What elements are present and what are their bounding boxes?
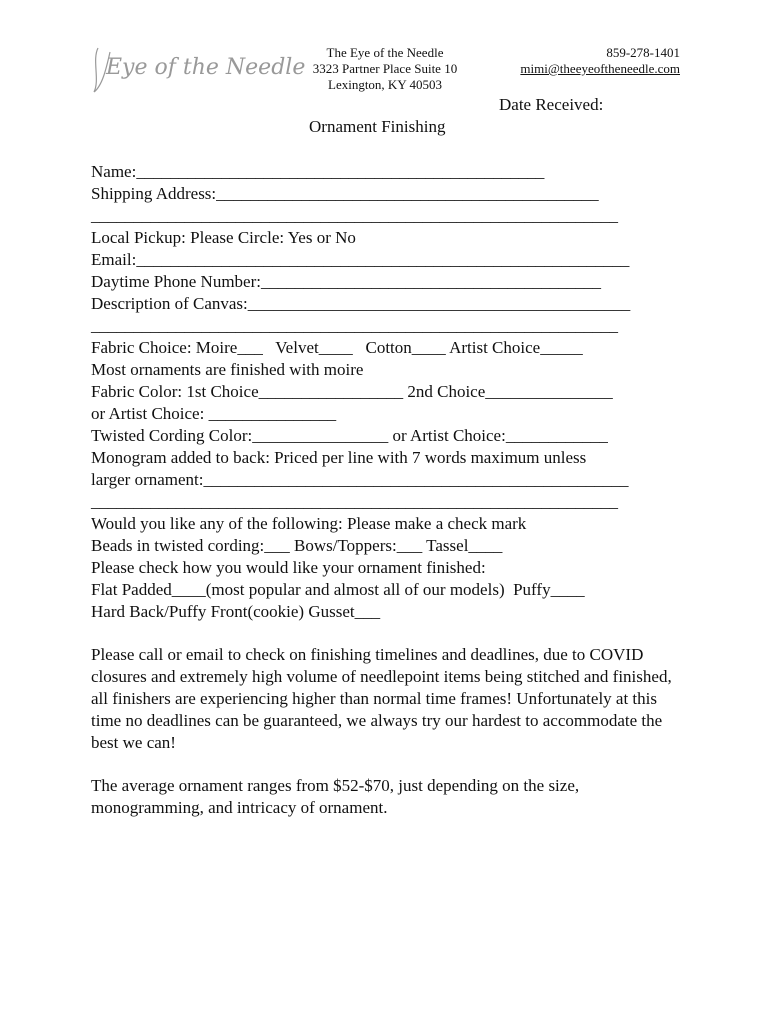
shipping-address-field[interactable]: Shipping Address:_____________________________________________ (91, 184, 599, 203)
email-field[interactable]: Email:__________________________________________________________ (91, 250, 630, 269)
monogram-field-line-2[interactable]: ______________________________________________________________ (91, 492, 618, 511)
timeline-notice: Please call or email to check on finishing timelines and deadlines, due to COVID closures and extremely high volume of needlepoint items being stitched and finished, all finishers are experiencing higher than normal time frames! Unfortunately at this time no deadlines can be guaranteed, we always try our hardest to accommodate the best we can! (91, 645, 672, 752)
form-title: Ornament Finishing (309, 117, 446, 136)
fabric-choice-field[interactable]: Fabric Choice: Moire___ Velvet____ Cotton____ Artist Choice_____ (91, 338, 583, 357)
shipping-address-line-2[interactable]: ______________________________________________________________ (91, 206, 618, 225)
shop-contact (490, 45, 680, 77)
shop-name: The Eye of the Needle (326, 45, 444, 60)
cording-color-field[interactable]: Twisted Cording Color:________________ or Artist Choice:____________ (91, 426, 608, 445)
logo-text: Eye of the Needle (106, 55, 306, 80)
fabric-color-field[interactable]: Fabric Color: 1st Choice_________________ 2nd Choice_______________ (91, 382, 613, 401)
shop-logo (88, 40, 306, 96)
monogram-field[interactable]: larger ornament:__________________________________________________ (91, 470, 629, 489)
city-state-zip: Lexington, KY 40503 (328, 77, 442, 92)
fabric-artist-choice-field[interactable]: or Artist Choice: _______________ (91, 404, 337, 423)
order-form (91, 161, 691, 623)
phone-number: 859-278-1401 (606, 45, 680, 60)
shop-address (300, 45, 470, 93)
street-address: 3323 Partner Place Suite 10 (312, 61, 458, 76)
pricing-notice: The average ornament ranges from $52-$70, just depending on the size, monogramming, and intricacy of ornament. (91, 776, 580, 817)
monogram-note: Monogram added to back: Priced per line with 7 words maximum unless (91, 448, 587, 467)
email-link[interactable]: mimi@theeyeoftheneedle.com (520, 61, 680, 76)
finish-style-options[interactable]: Flat Padded____(most popular and almost all of our models) Puffy____ (91, 580, 585, 599)
finish-style-options-2[interactable]: Hard Back/Puffy Front(cookie) Gusset___ (91, 602, 381, 621)
name-field[interactable]: Name:________________________________________________ (91, 162, 545, 181)
extras-checkboxes[interactable]: Beads in twisted cording:___ Bows/Toppers:___ Tassel____ (91, 536, 503, 555)
extras-question: Would you like any of the following: Please make a check mark (91, 514, 527, 533)
canvas-description-line-2[interactable]: ______________________________________________________________ (91, 316, 618, 335)
date-received-label: Date Received: (499, 95, 604, 114)
local-pickup-question: Local Pickup: Please Circle: Yes or No (91, 228, 356, 247)
moire-note: Most ornaments are finished with moire (91, 360, 364, 379)
daytime-phone-field[interactable]: Daytime Phone Number:________________________________________ (91, 272, 601, 291)
finish-style-question: Please check how you would like your ornament finished: (91, 558, 486, 577)
canvas-description-field[interactable]: Description of Canvas:_____________________________________________ (91, 294, 631, 313)
